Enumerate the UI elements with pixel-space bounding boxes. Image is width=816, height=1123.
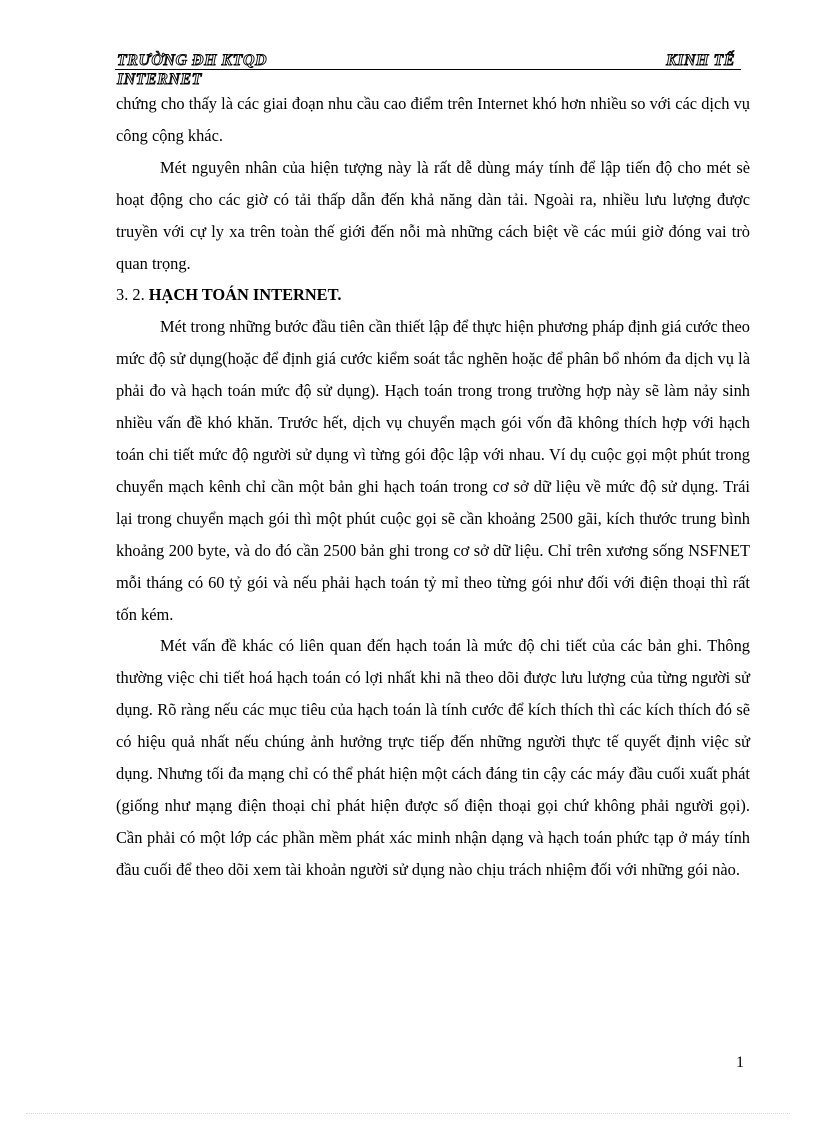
page-number: 1 [736,1054,744,1071]
header-rule [115,69,741,70]
paragraph: Mét trong những bước đầu tiên cần thiết lập để thực hiện phương pháp định giá cước theo mức độ sử dụng(hoặc để định giá cước kiểm soát tắc nghẽn hoặc để phân bổ nhóm đa dịch vụ là phải đo và hạch toán mức độ sử dụng). Hạch toán trong trong trường hợp này sẽ làm nảy sinh nhiều vấn đề khó khăn. Trước hết, dịch vụ chuyển mạch gói vốn đã không thích hợp với hạch toán chi tiết mức độ người sử dụng vì từng gói độc lập với nhau. Ví dụ cuộc gọi một phút trong chuyển mạch kênh chỉ cần một bản ghi hạch toán trong cơ sở dữ liệu về mức độ sử dụng. Trái lại trong chuyển mạch gói thì một phút cuộc gọi sẽ cần khoảng 2500 gãi, kích thước trung bình khoảng 200 byte, và do đó cần 2500 bản ghi trong cơ sở dữ liệu. Chỉ trên xương sống NSFNET mỗi tháng có 60 tỷ gói và nếu phải hạch toán tỷ mỉ theo từng gói như đối với điện thoại thì rất tốn kém. [116,317,750,624]
paragraph: Mét nguyên nhân của hiện tượng này là rất dễ dùng máy tính để lập tiến độ cho mét sè hoạt động cho các giờ có tải thấp dẫn đến khả năng dàn tải. Ngoài ra, nhiều lưu lượng được truyền với cự ly xa trên toàn thế giới đến nỗi mà những cách biệt về các múi giờ đóng vai trò quan trọng. [116,157,750,273]
section-title: HẠCH TOÁN INTERNET. [148,285,342,305]
header-topic: INTERNET [117,71,202,88]
page-bottom-border [26,1113,790,1114]
document-body [116,88,750,886]
section-heading [116,279,750,311]
paragraph: Mét vấn đề khác có liên quan đến hạch toán là mức độ chi tiết của các bản ghi. Thông thường việc chi tiết hoá hạch toán có lợi nhất khi nã theo dõi được lưu lượng của từng người sử dụng. Rõ ràng nếu các mục tiêu của hạch toán là tính cước để kích thích thì các kích thích đó sẽ có hiệu quả nhất nếu chúng ảnh hưởng trực tiếp đến những người thực tế quyết định việc sử dụng. Nhưng tối đa mạng chỉ có thể phát hiện một cách đáng tin cậy các máy đầu cuối xuất phát (giống như mạng điện thoại chỉ phát hiện được số điện thoại gọi chứ không phải người gọi). Cần phải có một lớp các phần mềm phát xác minh nhận dạng và hạch toán phức tạp ở máy tính đầu cuối để theo dõi xem tài khoản người sử dụng nào chịu trách nhiệm đối với những gói nào. [116,636,750,879]
header-school: TRƯỜNG ĐH KTQD [117,52,268,69]
header-subject: KINH TẾ [666,52,735,69]
section-number: 3. 2. [116,285,145,305]
paragraph-continued: chứng cho thấy là các giai đoạn nhu cầu cao điểm trên Internet khó hơn nhiều so với các dịch vụ công cộng khác. [116,94,750,145]
page-header [115,50,741,90]
